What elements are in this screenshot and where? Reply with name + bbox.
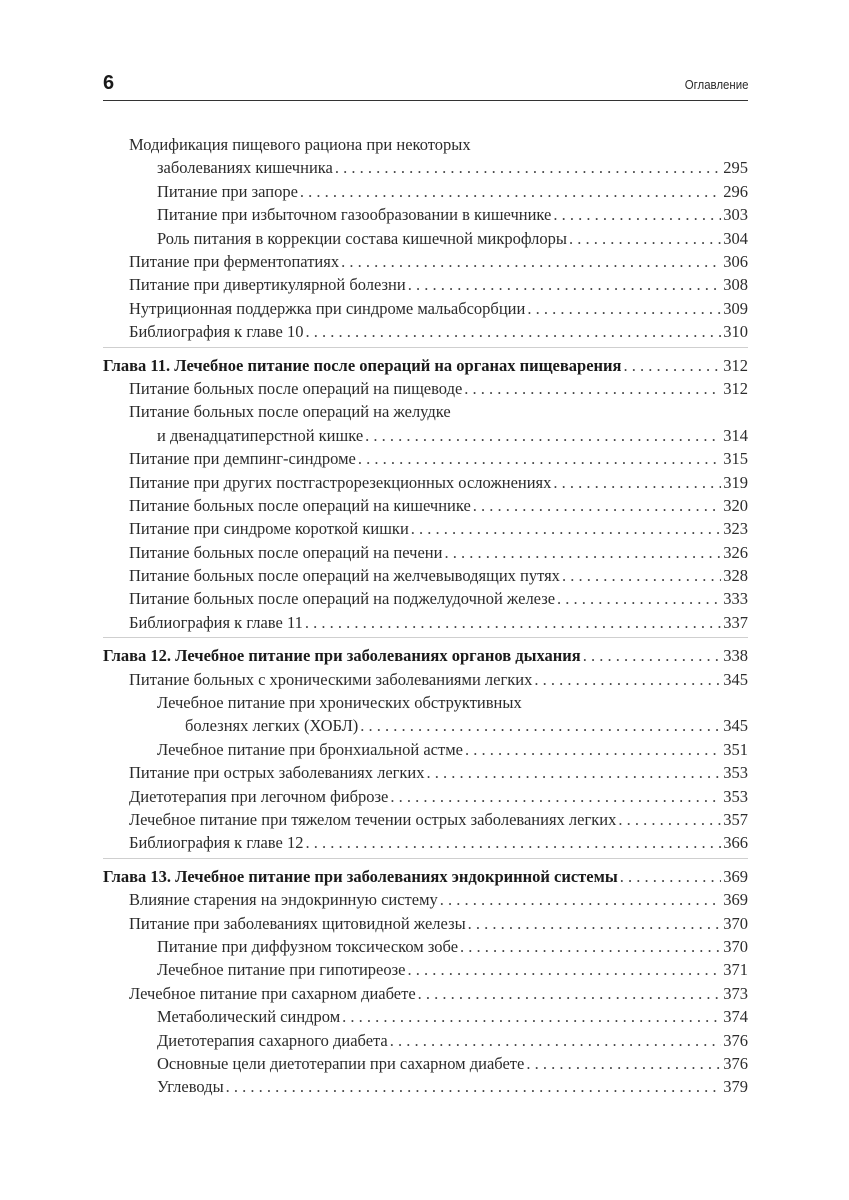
dot-leader bbox=[335, 156, 721, 179]
header-divider bbox=[103, 100, 748, 101]
toc-page-number: 379 bbox=[723, 1077, 748, 1097]
toc-page-number: 320 bbox=[723, 495, 748, 515]
toc-entry-title: Библиография к главе 12 bbox=[129, 833, 304, 853]
toc-entry-title: Метаболический синдром bbox=[157, 1007, 341, 1027]
toc-page-number: 366 bbox=[723, 833, 748, 853]
dot-leader bbox=[618, 808, 721, 831]
toc-page-number: 296 bbox=[723, 181, 748, 201]
toc-entry-title-cont: заболеваниях кишечника bbox=[157, 158, 333, 178]
dot-leader bbox=[444, 541, 721, 564]
chapter-title: Глава 13. Лечебное питание при заболеваниях эндокринной системы bbox=[103, 866, 618, 886]
toc-entry-title: Питание при диффузном токсическом зобе bbox=[157, 936, 459, 956]
chapter-divider bbox=[103, 344, 748, 354]
dot-leader bbox=[418, 982, 722, 1005]
toc-entry-title: Лечебное питание при гипотиреозе bbox=[157, 960, 406, 980]
dot-leader bbox=[557, 587, 721, 610]
toc-entry[interactable] bbox=[103, 587, 748, 610]
dot-leader bbox=[390, 1029, 721, 1052]
toc-entry[interactable] bbox=[103, 808, 748, 831]
chapter-title: Глава 12. Лечебное питание при заболеваниях органов дыхания bbox=[103, 646, 581, 666]
dot-leader bbox=[411, 517, 721, 540]
dot-leader bbox=[473, 494, 721, 517]
toc-entry-title: Питание при избыточном газообразовании в кишечнике bbox=[157, 205, 552, 225]
toc-page-number: 338 bbox=[723, 646, 748, 666]
toc-entry-title: Библиография к главе 10 bbox=[129, 322, 304, 342]
toc-entry-title: Влияние старения на эндокринную систему bbox=[129, 890, 438, 910]
toc-entry[interactable] bbox=[103, 1029, 748, 1052]
toc-entry[interactable] bbox=[103, 133, 748, 180]
toc-entry-title: Питание больных с хроническими заболеваниями легких bbox=[129, 669, 533, 689]
toc-page-number: 351 bbox=[723, 739, 748, 759]
toc-entry[interactable] bbox=[103, 203, 748, 226]
toc-page-number: 370 bbox=[723, 936, 748, 956]
toc-entry-title: Питание больных после операций на пищеводе bbox=[129, 378, 463, 398]
toc-page-number: 326 bbox=[723, 542, 748, 562]
toc-chapter-11[interactable] bbox=[103, 354, 748, 377]
toc-page-number: 319 bbox=[723, 472, 748, 492]
toc-entry-title: Питание при дивертикулярной болезни bbox=[129, 275, 406, 295]
toc-entry-title: Библиография к главе 11 bbox=[129, 612, 303, 632]
dot-leader bbox=[342, 1005, 721, 1028]
toc-entry-title: Питание при заболеваниях щитовидной железы bbox=[129, 913, 466, 933]
toc-chapter-12[interactable] bbox=[103, 644, 748, 667]
toc-entry[interactable] bbox=[103, 377, 748, 400]
toc-entry-title: Питание при острых заболеваниях легких bbox=[129, 763, 425, 783]
toc-entry-title: Питание при синдроме короткой кишки bbox=[129, 519, 409, 539]
toc-entry[interactable] bbox=[103, 227, 748, 250]
dot-leader bbox=[408, 273, 722, 296]
toc-entry-title: Лечебное питание при бронхиальной астме bbox=[157, 739, 463, 759]
toc-entry[interactable] bbox=[103, 320, 748, 343]
toc-page-number: 370 bbox=[723, 913, 748, 933]
dot-leader bbox=[527, 297, 721, 320]
toc-entry[interactable] bbox=[103, 1075, 748, 1098]
dot-leader bbox=[583, 644, 722, 667]
toc-page-number: 310 bbox=[723, 322, 748, 342]
toc-entry-title: Питание при ферментопатиях bbox=[129, 251, 340, 271]
toc-entry[interactable] bbox=[103, 912, 748, 935]
chapter-divider bbox=[103, 634, 748, 644]
dot-leader bbox=[365, 424, 721, 447]
toc-entry[interactable] bbox=[103, 831, 748, 854]
dot-leader bbox=[358, 447, 721, 470]
toc-entry[interactable] bbox=[103, 564, 748, 587]
toc-page-number: 308 bbox=[723, 275, 748, 295]
toc-page-number: 376 bbox=[723, 1030, 748, 1050]
toc-page-number: 374 bbox=[723, 1007, 748, 1027]
toc-entry[interactable] bbox=[103, 494, 748, 517]
toc-page-number: 337 bbox=[723, 612, 748, 632]
dot-leader bbox=[407, 958, 721, 981]
toc-page-number: 314 bbox=[723, 425, 748, 445]
dot-leader bbox=[460, 935, 721, 958]
dot-leader bbox=[360, 714, 721, 737]
toc-entry-title: Питание больных после операций на кишечнике bbox=[129, 495, 471, 515]
dot-leader bbox=[305, 611, 721, 634]
page-header bbox=[103, 70, 748, 102]
toc-page-number: 353 bbox=[723, 763, 748, 783]
dot-leader bbox=[534, 668, 721, 691]
toc-entry-title: Питание больных после операций на желчевыводящих путях bbox=[129, 566, 560, 586]
toc-entry[interactable] bbox=[103, 517, 748, 540]
toc-page-number: 303 bbox=[723, 205, 748, 225]
toc-page-number: 373 bbox=[723, 983, 748, 1003]
toc-entry[interactable] bbox=[103, 611, 748, 634]
toc-entry[interactable] bbox=[103, 958, 748, 981]
toc-entry[interactable] bbox=[103, 691, 748, 738]
toc-page-number: 333 bbox=[723, 589, 748, 609]
page-number: 6 bbox=[103, 72, 115, 94]
toc-page-number: 371 bbox=[723, 960, 748, 980]
toc-page-number: 306 bbox=[723, 251, 748, 271]
dot-leader bbox=[526, 1052, 721, 1075]
toc-entry[interactable] bbox=[103, 180, 748, 203]
toc-entry[interactable] bbox=[103, 738, 748, 761]
toc-entry[interactable] bbox=[103, 447, 748, 470]
toc-entry[interactable] bbox=[103, 888, 748, 911]
toc-entry-title: Лечебное питание при тяжелом течении острых заболеваниях легких bbox=[129, 809, 617, 829]
toc-page-number: 304 bbox=[723, 228, 748, 248]
toc-entry-title: Питание при демпинг-синдроме bbox=[129, 449, 356, 469]
dot-leader bbox=[305, 320, 721, 343]
toc-page-number: 312 bbox=[723, 378, 748, 398]
toc-page-number: 345 bbox=[723, 669, 748, 689]
toc-entry-title: Диетотерапия при легочном фиброзе bbox=[129, 786, 389, 806]
toc-entry[interactable] bbox=[103, 935, 748, 958]
toc-entry-title-cont: болезнях легких (ХОБЛ) bbox=[185, 716, 359, 736]
toc-page-number: 345 bbox=[723, 716, 748, 736]
dot-leader bbox=[464, 377, 721, 400]
dot-leader bbox=[440, 888, 721, 911]
toc-entry[interactable] bbox=[103, 761, 748, 784]
toc-entry-title: Диетотерапия сахарного диабета bbox=[157, 1030, 388, 1050]
toc-entry-title: Углеводы bbox=[157, 1077, 224, 1097]
toc-entry-title: Лечебное питание при хронических обструктивных bbox=[157, 693, 522, 713]
toc-entry[interactable] bbox=[103, 785, 748, 808]
toc-entry-title: Модификация пищевого рациона при некоторых bbox=[129, 135, 471, 154]
toc-page-number: 309 bbox=[723, 298, 748, 318]
dot-leader bbox=[300, 180, 721, 203]
toc-entry-title: Роль питания в коррекции состава кишечной микрофлоры bbox=[157, 228, 568, 248]
dot-leader bbox=[465, 738, 721, 761]
toc-entry-title: Лечебное питание при сахарном диабете bbox=[129, 983, 416, 1003]
toc-entry[interactable] bbox=[103, 541, 748, 564]
toc-entry[interactable] bbox=[103, 250, 748, 273]
toc-page-number: 323 bbox=[723, 519, 748, 539]
toc-page-number: 295 bbox=[723, 158, 748, 178]
toc-entry[interactable] bbox=[103, 982, 748, 1005]
toc-entry-title: Питание при запоре bbox=[157, 181, 298, 201]
toc-entry-title: Основные цели диетотерапии при сахарном диабете bbox=[157, 1053, 525, 1073]
dot-leader bbox=[553, 471, 721, 494]
dot-leader bbox=[226, 1075, 722, 1098]
toc-entry[interactable] bbox=[103, 273, 748, 296]
toc-page-number: 315 bbox=[723, 449, 748, 469]
toc-page-number: 328 bbox=[723, 566, 748, 586]
toc-page-number: 353 bbox=[723, 786, 748, 806]
dot-leader bbox=[562, 564, 721, 587]
dot-leader bbox=[390, 785, 721, 808]
toc-page-number: 369 bbox=[723, 890, 748, 910]
toc-entry-title: Питание больных после операций на желудке bbox=[129, 402, 451, 422]
toc-entry-title: Питание больных после операций на поджелудочной железе bbox=[129, 589, 556, 609]
running-head: Оглавление bbox=[684, 77, 748, 92]
dot-leader bbox=[620, 865, 722, 888]
dot-leader bbox=[427, 761, 722, 784]
toc-entry-title-cont: и двенадцатиперстной кишке bbox=[157, 425, 364, 445]
toc-entry-title: Питание больных после операций на печени bbox=[129, 542, 443, 562]
table-of-contents bbox=[103, 133, 748, 1099]
chapter-divider bbox=[103, 855, 748, 865]
toc-entry[interactable] bbox=[103, 400, 748, 447]
dot-leader bbox=[468, 912, 722, 935]
toc-entry[interactable] bbox=[103, 297, 748, 320]
dot-leader bbox=[623, 354, 721, 377]
toc-entry[interactable] bbox=[103, 668, 748, 691]
dot-leader bbox=[569, 227, 721, 250]
toc-entry[interactable] bbox=[103, 471, 748, 494]
toc-entry-title: Питание при других постгастрорезекционных осложнениях bbox=[129, 472, 552, 492]
toc-page-number: 357 bbox=[723, 809, 748, 829]
toc-entry-title: Нутриционная поддержка при синдроме мальабсорбции bbox=[129, 298, 526, 318]
toc-entry[interactable] bbox=[103, 1052, 748, 1075]
dot-leader bbox=[341, 250, 721, 273]
dot-leader bbox=[305, 831, 721, 854]
toc-page-number: 376 bbox=[723, 1053, 748, 1073]
toc-page-number: 369 bbox=[723, 866, 748, 886]
dot-leader bbox=[553, 203, 721, 226]
toc-entry[interactable] bbox=[103, 1005, 748, 1028]
chapter-title: Глава 11. Лечебное питание после операций на органах пищеварения bbox=[103, 355, 622, 375]
toc-chapter-13[interactable] bbox=[103, 865, 748, 888]
toc-page-number: 312 bbox=[723, 355, 748, 375]
